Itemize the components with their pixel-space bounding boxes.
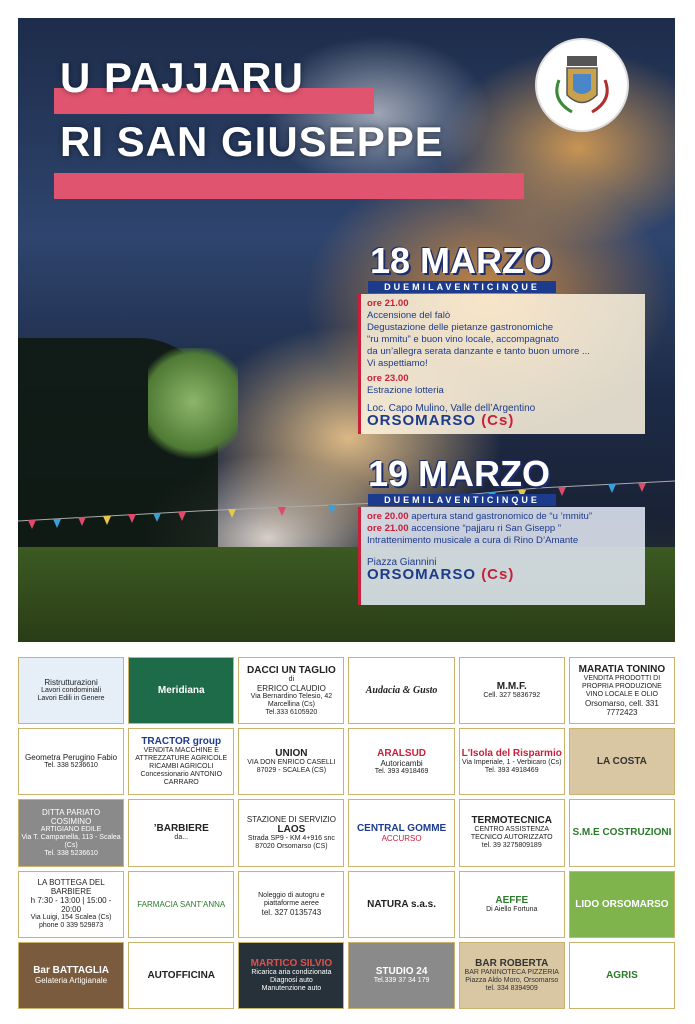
event1-year: DUEMILAVENTICINQUE bbox=[368, 281, 556, 293]
ad-meridiana: Meridiana bbox=[128, 657, 234, 724]
ad-aeffe: AEFFE Di Aiello Fortuna bbox=[459, 871, 565, 938]
poster-title-line2: RI SAN GIUSEPPE bbox=[60, 118, 444, 165]
event1-city: ORSOMARSO (Cs) bbox=[367, 412, 515, 429]
ad-agris: AGRIS bbox=[569, 942, 675, 1009]
ad-maratia-tonino: MARATIA TONINO VENDITA PRODOTTI DI PROPRIA PRODUZIONE VINO LOCALE E OLIO Orsomarso, cell. 331 7772423 bbox=[569, 657, 675, 724]
ad-martico-silvio: MARTICO SILVIO Ricarica aria condizionata Diagnosi auto Manutenzione auto bbox=[238, 942, 344, 1009]
ad-tractor-group: TRACTOR group VENDITA MACCHINE E ATTREZZATURE AGRICOLE RICAMBI AGRICOLI Concessionario ANTONIO CARRARO bbox=[128, 728, 234, 795]
ad-sme-costruzioni: S.M.E COSTRUZIONI bbox=[569, 799, 675, 866]
event1-line3: “ru mmitu” e buon vino locale, accompagnato bbox=[367, 334, 559, 345]
event1-line6: Estrazione lotteria bbox=[367, 385, 444, 396]
ad-union: UNION VIA DON ENRICO CASELLI 87029 - SCALEA (CS) bbox=[238, 728, 344, 795]
event2-time1: ore 20.00 bbox=[367, 511, 409, 522]
decorated-tree bbox=[148, 348, 238, 468]
event1-line1: Accensione del falò bbox=[367, 310, 451, 321]
ad-audacia-gusto: Audacia & Gusto bbox=[348, 657, 454, 724]
ad-stazione-laos: STAZIONE DI SERVIZIO LAOS Strada SP9 - KM 4+916 snc 87020 Orsomarso (CS) bbox=[238, 799, 344, 866]
ad-studio-24: STUDIO 24 Tel.339 37 34 179 bbox=[348, 942, 454, 1009]
sponsor-grid bbox=[18, 657, 675, 1009]
event1-date: 18 MARZO bbox=[370, 240, 553, 281]
event1-line5: Vi aspettiamo! bbox=[367, 358, 428, 369]
event2-info-box bbox=[358, 507, 645, 605]
event2-line2: accensione “pajjaru ri San Gisepp ” bbox=[411, 523, 562, 534]
ad-bar-battaglia: Bar BATTAGLIA Gelateria Artigianale bbox=[18, 942, 124, 1009]
ad-autofficina: AUTOFFICINA bbox=[128, 942, 234, 1009]
ad-geometra: Geometra Perugino Fabio Tel. 338 5236610 bbox=[18, 728, 124, 795]
event1-line2: Degustazione delle pietanze gastronomiche bbox=[367, 322, 554, 333]
ad-farmacia: FARMACIA SANT’ANNA bbox=[128, 871, 234, 938]
event2-city: ORSOMARSO (Cs) bbox=[367, 566, 515, 583]
ad-termotecnica: TERMOTECNICA CENTRO ASSISTENZA TECNICO AUTORIZZATO tel. 39 3275809189 bbox=[459, 799, 565, 866]
ad-dacci-un-taglio: DACCI UN TAGLIO di ERRICO CLAUDIO Via Bernardino Telesio, 42 Marcellina (Cs) Tel.333 6105920 bbox=[238, 657, 344, 724]
municipal-crest-icon bbox=[535, 38, 629, 132]
ad-pariato-cosimino: DITTA PARIATO COSIMINO ARTIGIANO EDILE Via T. Campanella, 113 - Scalea (Cs) Tel. 338 5236610 bbox=[18, 799, 124, 866]
ad-la-costa: LA COSTA bbox=[569, 728, 675, 795]
ad-barbiere: ’BARBIERE da... bbox=[128, 799, 234, 866]
event1-line4: da un’allegra serata danzante e tanto buon umore ... bbox=[367, 346, 590, 357]
ad-mmf: M.M.F. Cell. 327 5836792 bbox=[459, 657, 565, 724]
event1-time2: ore 23.00 bbox=[367, 373, 409, 384]
ad-autogru: Noleggio di autogru e piattaforme aeree tel. 327 0135743 bbox=[238, 871, 344, 938]
ad-aralsud: ARALSUD Autoricambi Tel. 393 4918469 bbox=[348, 728, 454, 795]
ad-lido-orsomarso: LIDO ORSOMARSO bbox=[569, 871, 675, 938]
ad-bottega-barbiere: LA BOTTEGA DEL BARBIERE h 7:30 - 13:00 | 15:00 - 20:00 Via Luigi, 154 Scalea (Cs) phone 0 339 529873 bbox=[18, 871, 124, 938]
ad-central-gomme: CENTRAL GOMME ACCURSO bbox=[348, 799, 454, 866]
ad-isola-risparmio: L'Isola del Risparmio Via Imperiale, 1 - Verbicaro (Cs) Tel. 393 4918469 bbox=[459, 728, 565, 795]
event1-place: Loc. Capo Mulino, Valle dell’Argentino bbox=[367, 403, 536, 414]
ad-ristrutturazioni: Ristrutturazioni Lavori condominiali Lavori Edili in Genere bbox=[18, 657, 124, 724]
event1-time1: ore 21.00 bbox=[367, 298, 409, 309]
event1-info-box bbox=[358, 294, 645, 434]
event2-line1: apertura stand gastronomico de “u ’mmitu” bbox=[411, 511, 593, 522]
title-bar-2 bbox=[54, 173, 524, 199]
poster-title-line1: U PAJJARU bbox=[60, 54, 304, 101]
event2-date: 19 MARZO bbox=[368, 453, 551, 494]
ad-bar-roberta: BAR ROBERTA BAR PANINOTECA PIZZERIA Piazza Aldo Moro, Orsomarso tel. 334 8394909 bbox=[459, 942, 565, 1009]
event-poster bbox=[18, 18, 675, 642]
event2-place: Piazza Giannini bbox=[367, 557, 437, 568]
ad-natura: NATURA s.a.s. bbox=[348, 871, 454, 938]
event2-year: DUEMILAVENTICINQUE bbox=[368, 494, 556, 506]
event2-line3: Intrattenimento musicale a cura di Rino D’Amante bbox=[367, 535, 579, 546]
event2-time2: ore 21.00 bbox=[367, 523, 409, 534]
